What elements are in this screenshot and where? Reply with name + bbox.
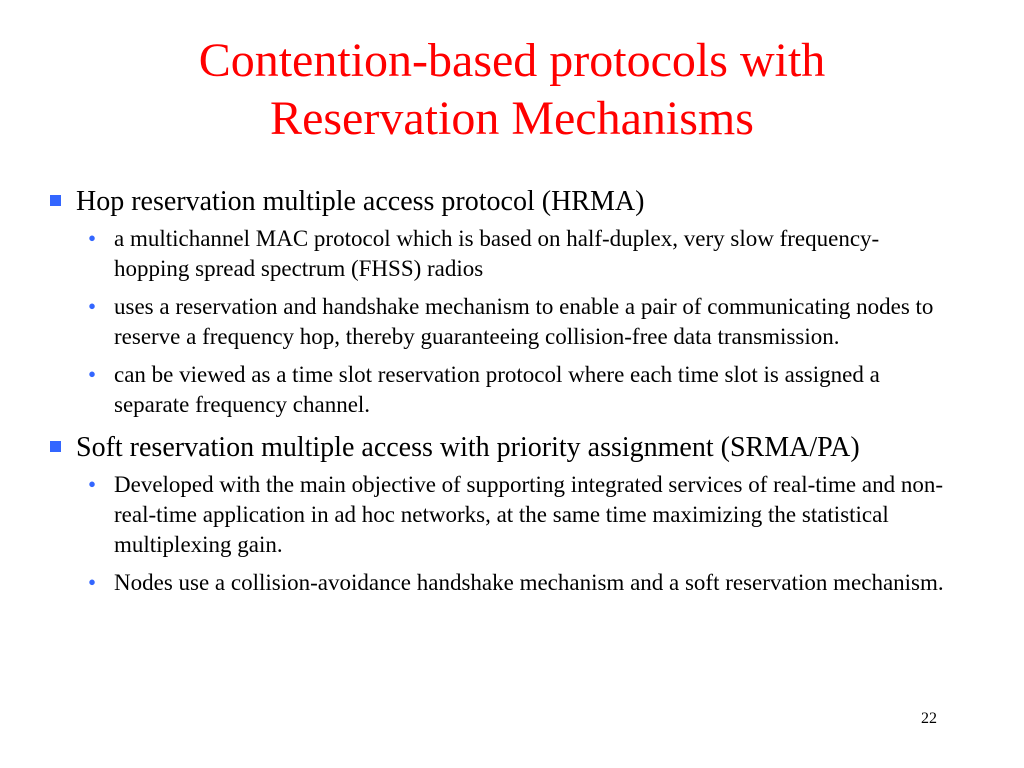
sub-bullet-hrma-3-text: can be viewed as a time slot reservation protocol where each time slot is assigned a separate frequency channel. [114, 362, 880, 417]
square-bullet-icon [50, 195, 61, 206]
sub-bullet-hrma-1 [50, 224, 950, 284]
bullet-srma-pa-text: Soft reservation multiple access with priority assignment (SRMA/PA) [76, 432, 860, 463]
sub-bullet-hrma-2-text: uses a reservation and handshake mechanism to enable a pair of communicating nodes to reserve a frequency hop, thereby guaranteeing collision-free data transmission. [114, 294, 934, 349]
sub-bullet-hrma-2 [50, 292, 950, 352]
dot-bullet-icon: • [88, 570, 97, 595]
sub-bullet-hrma-1-text: a multichannel MAC protocol which is based on half-duplex, very slow frequency-hopping spread spectrum (FHSS) radios [114, 226, 880, 281]
slide-title-line-2: Reservation Mechanisms [270, 92, 754, 145]
square-bullet-icon [50, 441, 61, 452]
slide-title-line-1: Contention-based protocols with [198, 34, 826, 87]
dot-bullet-icon: • [88, 472, 97, 497]
sub-bullet-srma-2 [50, 568, 950, 598]
slide-body [50, 186, 950, 598]
sub-bullet-srma-1 [50, 470, 950, 560]
sub-bullet-srma-1-text: Developed with the main objective of supporting integrated services of real-time and non-real-time application in ad hoc networks, at the same time maximizing the statistical multiplexing gain. [114, 472, 944, 557]
slide-title [60, 32, 964, 148]
bullet-hrma-text: Hop reservation multiple access protocol (HRMA) [76, 186, 645, 217]
bullet-srma-pa [50, 432, 950, 464]
sub-bullet-hrma-3 [50, 360, 950, 420]
sub-bullet-srma-2-text: Nodes use a collision-avoidance handshake mechanism and a soft reservation mechanism. [114, 570, 944, 595]
dot-bullet-icon: • [88, 226, 97, 251]
page-number: 22 [921, 710, 937, 727]
dot-bullet-icon: • [88, 362, 97, 387]
dot-bullet-icon: • [88, 294, 97, 319]
bullet-hrma [50, 186, 950, 218]
